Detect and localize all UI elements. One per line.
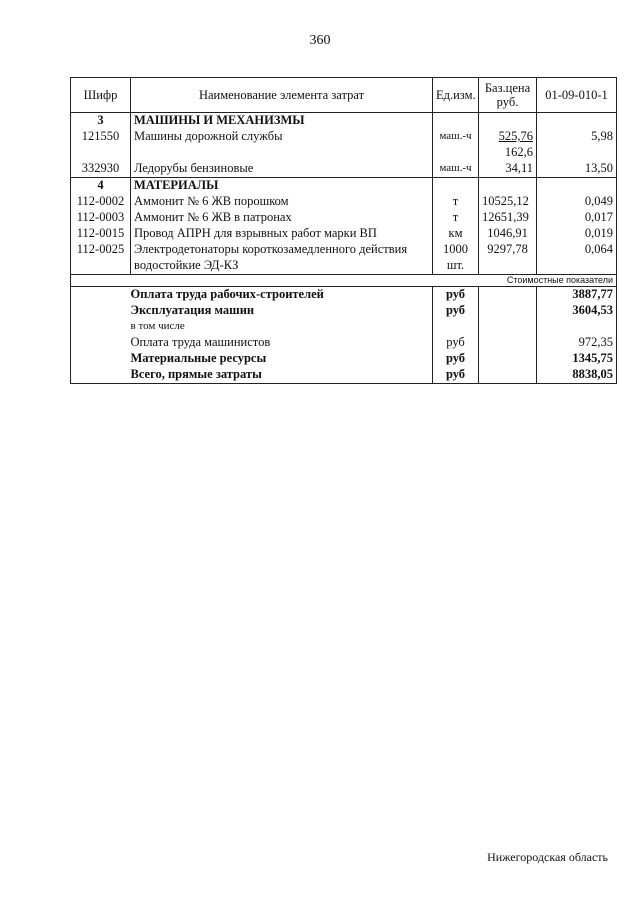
row-code: 112-0002	[71, 194, 131, 210]
row-name: Ледорубы бензиновые	[131, 161, 433, 178]
table-header	[71, 78, 617, 113]
section-code: 3	[71, 113, 131, 130]
summary-unit: руб	[433, 335, 479, 351]
row-unit: км	[433, 226, 479, 242]
row-price: 12651,39	[479, 210, 537, 226]
row-name: Провод АПРН для взрывных работ марки ВП	[131, 226, 433, 242]
row-code: 112-0025	[71, 242, 131, 258]
table-row	[71, 210, 617, 226]
summary-unit: руб	[433, 367, 479, 384]
col-value: 01-09-010-1	[537, 78, 617, 113]
row-value: 0,049	[537, 194, 617, 210]
row-value: 0,019	[537, 226, 617, 242]
row-unit: т	[433, 194, 479, 210]
table-row	[71, 226, 617, 242]
row-value: 13,50	[537, 161, 617, 178]
row-code: 112-0015	[71, 226, 131, 242]
summary-row	[71, 367, 617, 384]
section-row	[71, 113, 617, 130]
summary-value: 1345,75	[537, 351, 617, 367]
summary-unit: руб	[433, 351, 479, 367]
summary-label: Оплата труда машинистов	[131, 335, 433, 351]
row-code: 112-0003	[71, 210, 131, 226]
row-price: 10525,12	[479, 194, 537, 210]
summary-label: Материальные ресурсы	[131, 351, 433, 367]
page-number: 360	[309, 33, 331, 48]
col-name: Наименование элемента затрат	[131, 78, 433, 113]
summary-value: 8838,05	[537, 367, 617, 384]
row-price: 9297,78	[479, 242, 537, 258]
table-row	[71, 161, 617, 178]
row-price: 1046,91	[479, 226, 537, 242]
row-price: 34,11	[479, 161, 537, 178]
row-unit-2: шт.	[433, 258, 479, 275]
row-code: 121550	[71, 129, 131, 145]
summary-label: Оплата труда рабочих-строителей	[131, 287, 433, 304]
summary-row	[71, 287, 617, 304]
table-row	[71, 129, 617, 145]
summary-label: Эксплуатация машин	[131, 303, 433, 319]
summary-row	[71, 303, 617, 319]
row-name: Аммонит № 6 ЖВ в патронах	[131, 210, 433, 226]
table-row	[71, 242, 617, 258]
row-unit: 1000	[433, 242, 479, 258]
row-name: Машины дорожной службы	[131, 129, 433, 145]
table-row	[71, 145, 617, 161]
summary-row	[71, 319, 617, 335]
section-row	[71, 178, 617, 195]
summary-unit: руб	[433, 303, 479, 319]
summary-value: 972,35	[537, 335, 617, 351]
summary-row	[71, 335, 617, 351]
section-code: 4	[71, 178, 131, 195]
row-value: 0,064	[537, 242, 617, 258]
cost-caption-row	[71, 275, 617, 287]
row-unit: маш.-ч	[433, 161, 479, 178]
row-unit: маш.-ч	[433, 129, 479, 145]
summary-row	[71, 351, 617, 367]
row-code: 332930	[71, 161, 131, 178]
summary-value: 3604,53	[537, 303, 617, 319]
summary-label: Всего, прямые затраты	[131, 367, 433, 384]
row-value: 0,017	[537, 210, 617, 226]
row-name: Электродетонаторы короткозамедленного действия	[131, 242, 433, 258]
col-code: Шифр	[71, 78, 131, 113]
section-title: МАТЕРИАЛЫ	[131, 178, 433, 195]
table-row	[71, 194, 617, 210]
row-price-2: 162,6	[479, 145, 537, 161]
summary-label: в том числе	[131, 319, 433, 335]
summary-value: 3887,77	[537, 287, 617, 304]
row-value: 5,98	[537, 129, 617, 145]
cost-table	[70, 77, 617, 384]
row-price: 525,76	[498, 129, 533, 143]
summary-unit: руб	[433, 287, 479, 304]
footer-region: Нижегородская область	[487, 850, 608, 864]
col-unit: Ед.изм.	[433, 78, 479, 113]
row-unit: т	[433, 210, 479, 226]
table-row	[71, 258, 617, 275]
col-price: Баз.цена руб.	[479, 78, 537, 113]
cost-caption: Стоимостные показатели	[71, 275, 617, 287]
section-title: МАШИНЫ И МЕХАНИЗМЫ	[131, 113, 433, 130]
row-name-2: водостойкие ЭД-КЗ	[131, 258, 433, 275]
row-name: Аммонит № 6 ЖВ порошком	[131, 194, 433, 210]
